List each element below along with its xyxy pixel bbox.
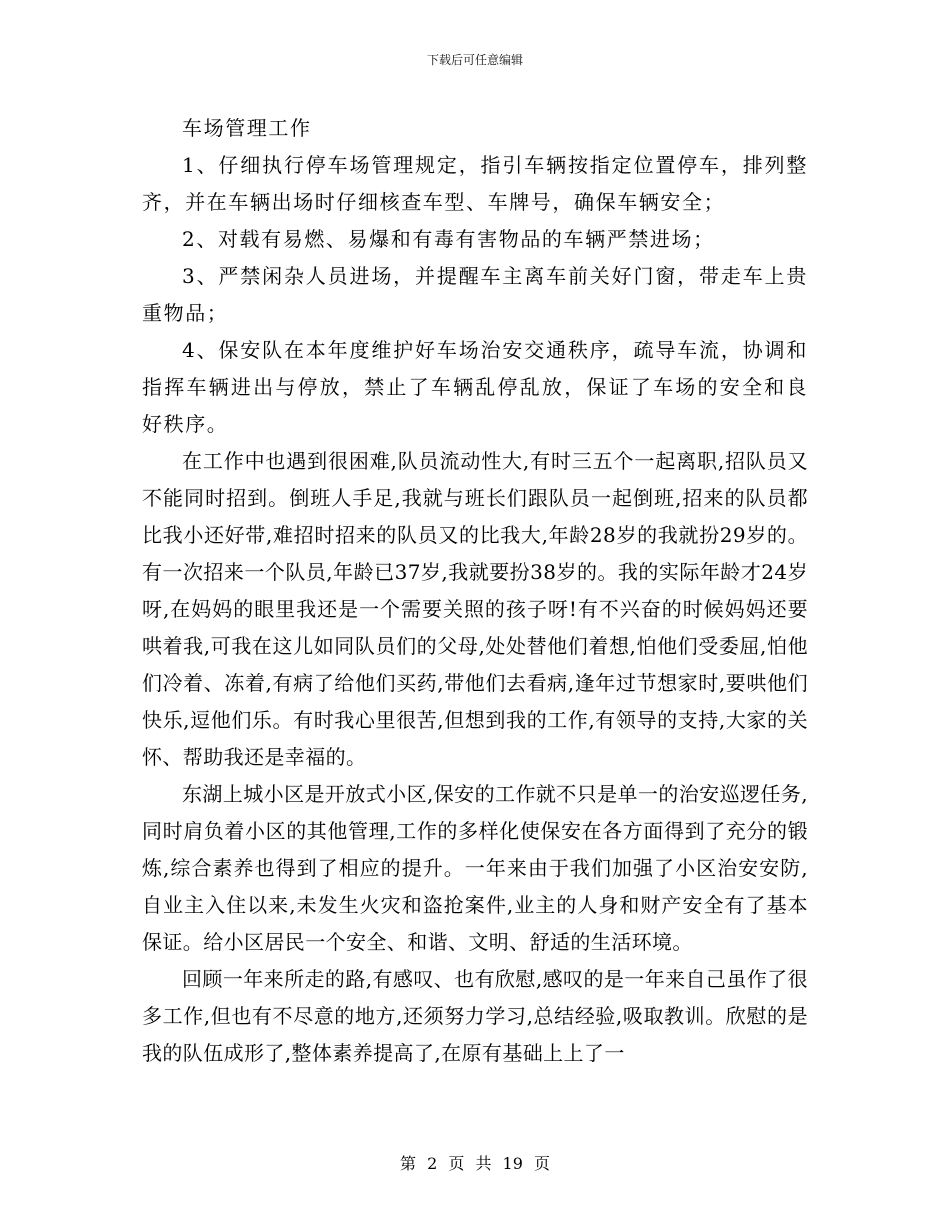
paragraph: 4、保安队在本年度维护好车场治安交通秩序，疏导车流，协调和指挥车辆进出与停放，禁止了车辆乱停乱放，保证了车场的安全和良好秩序。 (142, 338, 808, 436)
paragraph: 在工作中也遇到很困难,队员流动性大,有时三五个一起离职,招队员又不能同时招到。倒班人手足,我就与班长们跟队员一起倒班,招来的队员都比我小还好带,难招时招来的队员又的比我大,年龄28岁的我就扮29岁的。有一次招来一个队员,年龄已37岁,我就要扮38岁的。我的实际年龄才24岁呀,在妈妈的眼里我还是一个需要关照的孩子呀!有不兴奋的时候妈妈还要哄着我,可我在这儿如同队员们的父母,处处替他们着想,怕他们受委屈,怕他们冷着、冻着,有病了给他们买药,带他们去看病,逢年过节想家时,要哄他们快乐,逗他们乐。有时我心里很苦,但想到我的工作,有领导的支持,大家的关怀、帮助我还是幸福的。 (142, 449, 808, 769)
paragraph: 东湖上城小区是开放式小区,保安的工作就不只是单一的治安巡逻任务,同时肩负着小区的其他管理,工作的多样化使保安在各方面得到了充分的锻炼,综合素养也得到了相应的提升。一年来由于我们加强了小区治安安防,自业主入住以来,未发生火灾和盗抢案件,业主的人身和财产安全有了基本保证。给小区居民一个安全、和谐、文明、舒适的生活环境。 (142, 782, 808, 954)
section-heading: 车场管理工作 (182, 116, 312, 140)
paragraph: 2、对载有易燃、易爆和有毒有害物品的车辆严禁进场； (182, 227, 715, 251)
paragraph: 回顾一年来所走的路,有感叹、也有欣慰,感叹的是一年来自己虽作了很多工作,但也有不尽意的地方,还须努力学习,总结经验,吸取教训。欣慰的是我的队伍成形了,整体素养提高了,在原有基础上上了一 (142, 967, 808, 1065)
document-body (142, 110, 808, 1072)
paragraph: 1、仔细执行停车场管理规定，指引车辆按指定位置停车，排列整齐，并在车辆出场时仔细核查车型、车牌号，确保车辆安全； (142, 153, 808, 214)
page-header-note: 下载后可任意编辑 (426, 53, 523, 67)
page-number: 第 2 页 共 19 页 (400, 1154, 550, 1173)
paragraph: 3、严禁闲杂人员进场，并提醒车主离车前关好门窗，带走车上贵重物品； (142, 264, 808, 325)
